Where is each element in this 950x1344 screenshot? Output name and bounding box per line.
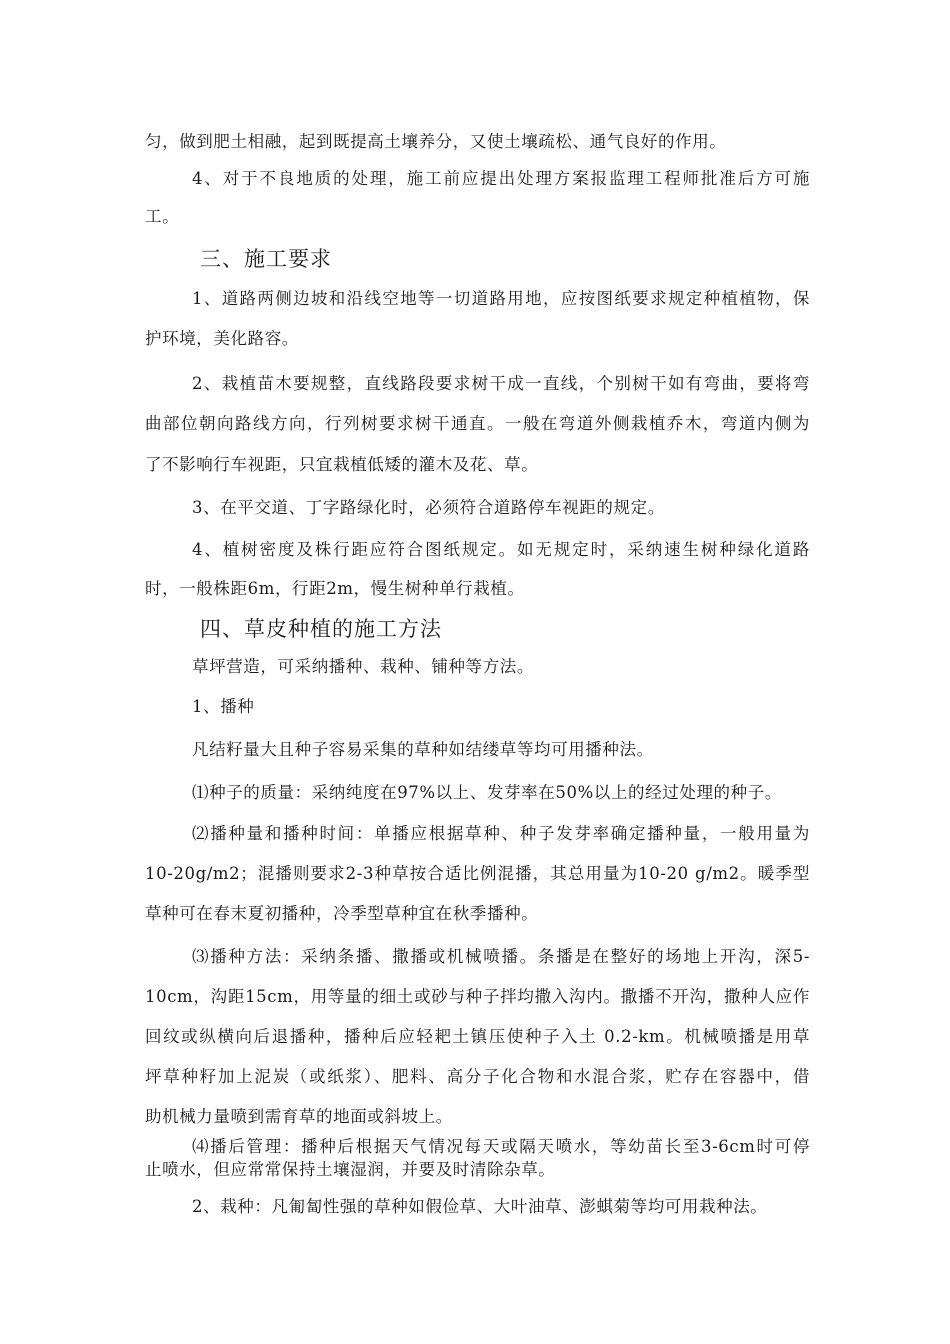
list-item-line: ⑶播种方法：采纳条播、撒播或机械喷播。条播是在整好的场地上开沟，深5- [192, 947, 810, 966]
paragraph-line: 凡结籽量大且种子容易采集的草种如结缕草等均可用播种法。 [192, 740, 654, 759]
paragraph-line: 草坪营造，可采纳播种、栽种、铺种等方法。 [192, 657, 534, 676]
paragraph-line: 匀，做到肥土相融，起到既提高土壤养分，又使土壤疏松、通气良好的作用。 [145, 132, 727, 151]
list-item-line: ⑵播种量和播种时间：单播应根据草种、种子发芽率确定播种量，一般用量为 [192, 824, 810, 843]
paragraph-line: 4、植树密度及株行距应符合图纸规定。如无规定时，采纳速生树种绿化道路 [192, 540, 810, 559]
subsection-heading: 1、播种 [192, 697, 255, 716]
paragraph-line: 2、栽植苗木要规整，直线路段要求树干成一直线，个别树干如有弯曲，要将弯 [192, 374, 810, 393]
paragraph-line: 1、道路两侧边坡和沿线空地等一切道路用地，应按图纸要求规定种植植物，保 [192, 289, 810, 308]
list-item-line: 草种可在春末夏初播种，冷季型草种宜在秋季播种。 [145, 904, 539, 923]
list-item-line: 坪草种籽加上泥炭（或纸浆）、肥料、高分子化合物和水混合浆，贮存在容器中，借 [145, 1067, 810, 1086]
list-item-line: ⑴种子的质量：采纳纯度在97%以上、发芽率在50%以上的经过处理的种子。 [192, 783, 782, 802]
paragraph-line: 2、栽种：凡匍匐性强的草种如假俭草、大叶油草、澎蜞菊等均可用栽种法。 [192, 1197, 768, 1216]
paragraph-line: 3、在平交道、丁字路绿化时，必须符合道路停车视距的规定。 [192, 498, 665, 517]
section-heading-3: 三、施工要求 [200, 247, 332, 271]
list-item-line: 止喷水，但应常常保持土壤湿润，并要及时清除杂草。 [145, 1160, 556, 1179]
list-item-line: 回纹或纵横向后退播种，播种后应轻耙土镇压使种子入土 0.2-km。机械喷播是用草 [145, 1027, 810, 1046]
paragraph-line: 时，一般株距6m，行距2m，慢生树种单行栽植。 [145, 579, 525, 598]
section-heading-4: 四、草皮种植的施工方法 [200, 617, 442, 641]
list-item-line: 助机械力量喷到需育草的地面或斜坡上。 [145, 1107, 453, 1126]
paragraph-line: 曲部位朝向路线方向，行列树要求树干通直。一般在弯道外侧栽植乔木，弯道内侧为 [145, 414, 810, 433]
list-item-line: ⑷播后管理：播种后根据天气情况每天或隔天喷水，等幼苗长至3-6cm时可停 [192, 1137, 810, 1156]
list-item-line: 10-20g/m2；混播则要求2-3种草按合适比例混播，其总用量为10-20 g/m2。暖季型 [145, 864, 810, 883]
paragraph-line: 工。 [145, 207, 180, 226]
paragraph-line: 了不影响行车视距，只宜栽植低矮的灌木及花、草。 [145, 455, 539, 474]
paragraph-line: 护环境，美化路容。 [145, 329, 299, 348]
list-item-line: 10cm，沟距15cm，用等量的细土或砂与种子拌均撒入沟内。撒播不开沟，撒种人应作 [145, 987, 810, 1006]
paragraph-line: 4、对于不良地质的处理，施工前应提出处理方案报监理工程师批准后方可施 [192, 169, 810, 188]
